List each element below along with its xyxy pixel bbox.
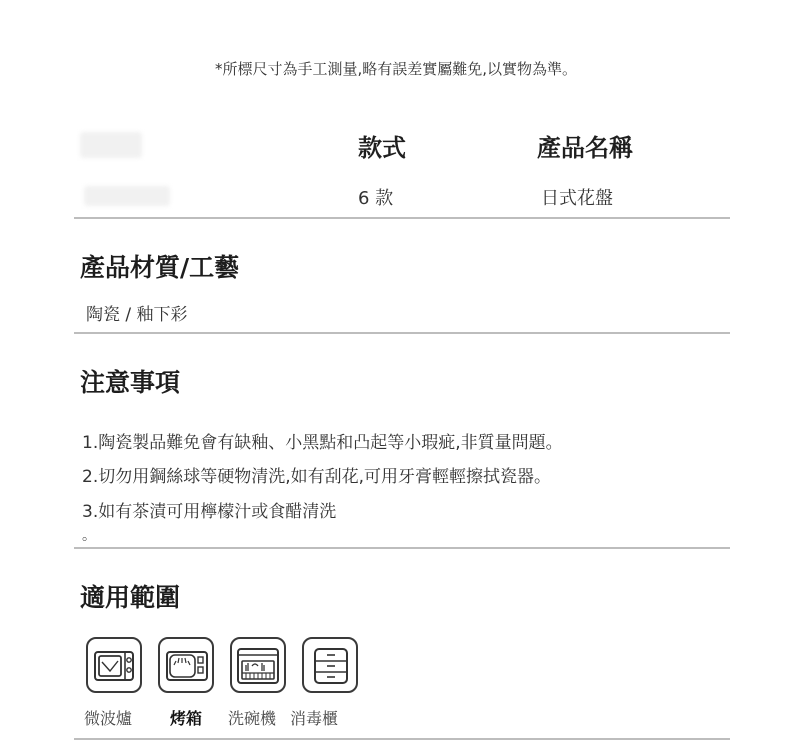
notes-title: 注意事項 bbox=[80, 368, 181, 397]
note-item: 2.切勿用鋼絲球等硬物清洗,如有刮花,可用牙膏輕輕擦拭瓷器。 bbox=[82, 467, 552, 487]
measurement-note: *所標尺寸為手工測量,略有誤差實屬難免,以實物為準。 bbox=[214, 60, 578, 78]
material-value: 陶瓷 / 釉下彩 bbox=[86, 305, 188, 325]
oven-icon bbox=[158, 637, 214, 693]
material-title: 產品材質/工藝 bbox=[80, 253, 240, 282]
style-header: 款式 bbox=[358, 134, 406, 162]
divider bbox=[74, 547, 730, 549]
divider bbox=[74, 332, 730, 334]
usage-label-sterilizer: 消毒櫃 bbox=[290, 709, 339, 728]
product-name-value: 日式花盤 bbox=[541, 188, 613, 209]
divider bbox=[74, 738, 730, 740]
style-value: 6 款 bbox=[358, 188, 394, 209]
note-item: 。 bbox=[82, 528, 96, 544]
blurred-label bbox=[80, 132, 142, 158]
product-name-header: 產品名稱 bbox=[537, 134, 633, 162]
usage-label-oven: 烤箱 bbox=[170, 709, 203, 728]
dishwasher-icon bbox=[230, 637, 286, 693]
usage-label-microwave: 微波爐 bbox=[84, 709, 133, 728]
note-item: 3.如有茶漬可用檸檬汁或食醋清洗 bbox=[82, 502, 337, 522]
usage-title: 適用範圍 bbox=[80, 583, 181, 612]
blurred-label bbox=[84, 186, 170, 206]
divider bbox=[74, 217, 730, 219]
sterilizer-cabinet-icon bbox=[302, 637, 358, 693]
usage-label-dishwasher: 洗碗機 bbox=[228, 709, 277, 728]
note-item: 1.陶瓷製品難免會有缺釉、小黑點和凸起等小瑕疵,非質量問題。 bbox=[82, 433, 563, 453]
microwave-icon bbox=[86, 637, 142, 693]
